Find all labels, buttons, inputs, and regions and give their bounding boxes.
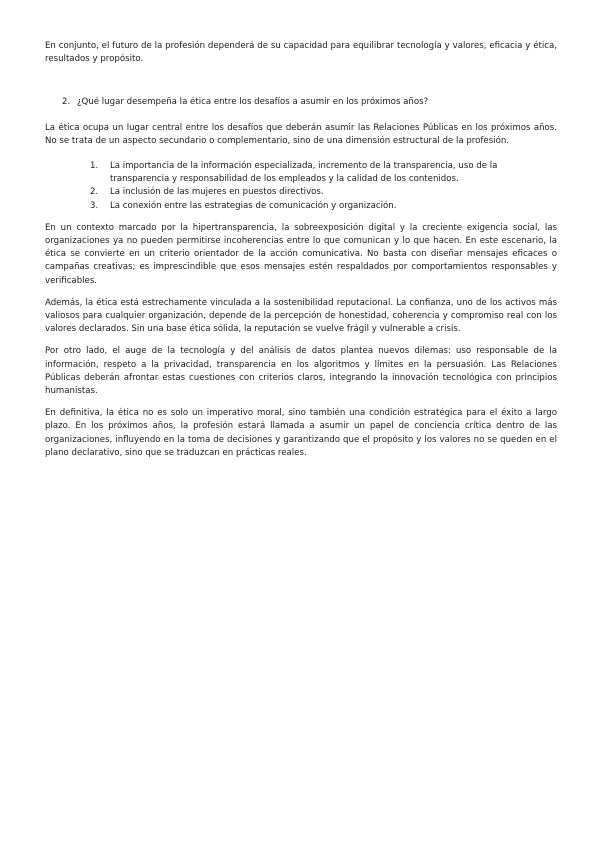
paragraph-conclusion: En definitiva, la ética no es solo un imperativo moral, sino también una condición estratégica para el éxito a largo plazo. En los próximos años, la profesión estará llamada a asumir un papel de conciencia crítica dentro de las organizaciones, influyendo en la toma de decisiones y garantizando que el propósito y los valores no se queden en el plano declarativo, sino que se traduzcan en prácticas reales.	[45, 408, 557, 458]
list-item	[45, 160, 557, 186]
paragraph-ethics-central: La ética ocupa un lugar central entre los desafíos que deberán asumir las Relaciones Públicas en los próximos años. No se trata de un aspecto secundario o complementario, sino de una dimensión estructural de la profesión.	[45, 122, 557, 146]
list-item-text: La importancia de la información especializada, incremento de la transparencia, uso de la transparencia y responsabilidad de los empleados y la calidad de los contenidos.	[110, 161, 498, 185]
paragraph-hypertransparency: En un contexto marcado por la hipertransparencia, la sobreexposición digital y la creciente exigencia social, las organizaciones ya no pueden permitirse incoherencias entre lo que comunican y lo que hacen. En este escenario, la ética se convierte en un criterio orientador de la acción comunicativa. No basta con diseñar mensajes eficaces o campañas creativas; es imprescindible que esos mensajes estén respaldados por comportamientos responsables y verificables.	[45, 222, 557, 286]
list-item-number: 1.	[90, 161, 99, 172]
list-item-number: 2.	[90, 187, 99, 198]
list-item-number: 3.	[90, 200, 99, 211]
document-page	[45, 40, 557, 469]
list-item-text: La inclusión de las mujeres en puestos directivos.	[110, 187, 324, 198]
paragraph-technology-dilemmas: Por otro lado, el auge de la tecnología y del análisis de datos plantea nuevos dilemas: uso responsable de la información, respeto a la privacidad, transparencia en los algoritmos y límites en la persuasión. Las Relaciones Públicas deberán afrontar estas cuestiones con criterios claros, integrando la innovación tecnológica con principios humanistas.	[45, 346, 557, 397]
intro-paragraph: En conjunto, el futuro de la profesión dependerá de su capacidad para equilibrar tecnología y valores, eficacia y ética, resultados y propósito.	[45, 41, 557, 65]
paragraph-reputation: Además, la ética está estrechamente vinculada a la sostenibilidad reputacional. La confianza, uno de los activos más valiosos para cualquier organización, depende de la percepción de honestidad, coherencia y compromiso real con los valores declarados. Sin una base ética sólida, la reputación se vuelve frágil y vulnerable a crisis.	[45, 297, 557, 335]
section-heading	[45, 96, 557, 109]
section-title: ¿Qué lugar desempeña la ética entre los desafíos a asumir en los próximos años?	[77, 97, 429, 108]
section-number: 2.	[62, 97, 71, 108]
list-item	[45, 186, 557, 199]
factor-list	[45, 160, 557, 213]
list-item-text: La conexión entre las estrategias de comunicación y organización.	[110, 200, 397, 211]
list-item	[45, 200, 557, 213]
